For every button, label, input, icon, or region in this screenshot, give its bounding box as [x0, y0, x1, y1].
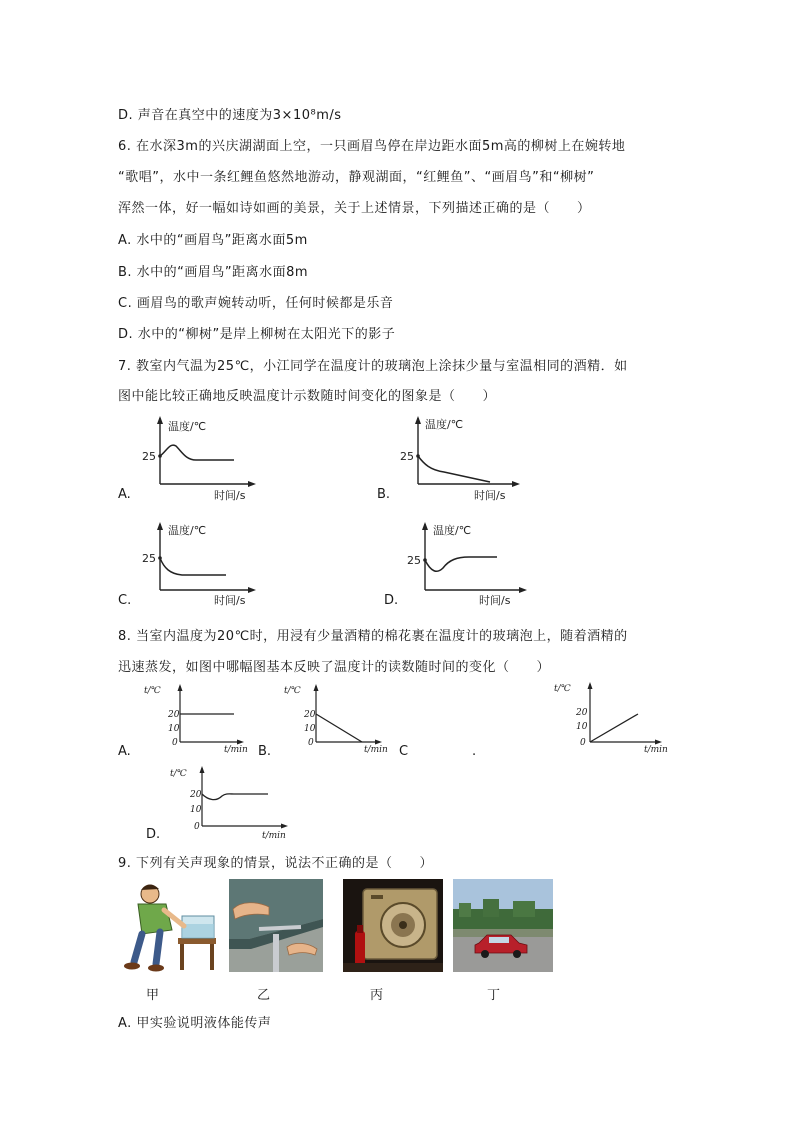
q8-graph-b — [284, 682, 400, 755]
q7c-ylabel: 温度/℃ — [168, 524, 207, 537]
q8b-xlabel: t/min — [364, 745, 388, 755]
q8a-ytick-20: 20 — [168, 710, 180, 720]
q8-option-c-dot: . — [472, 744, 477, 759]
q8c-ylabel: t/℃ — [554, 684, 571, 694]
q7-option-b-label: B. — [377, 487, 391, 502]
q8b-ytick-20: 20 — [304, 710, 316, 720]
q7d-ylabel: 温度/℃ — [433, 524, 472, 537]
q9-picture-yi — [229, 879, 323, 972]
q8-graph-c — [554, 680, 678, 755]
q9-caption-ding: 丁 — [487, 988, 501, 1003]
q8-option-b-label: B. — [258, 744, 272, 759]
q9-caption-bing: 丙 — [370, 988, 384, 1003]
q7a-xlabel: 时间/s — [214, 489, 246, 502]
q7-graph-d — [405, 520, 545, 610]
q8a-ytick-10: 10 — [168, 724, 180, 734]
q8d-xlabel: t/min — [262, 831, 286, 841]
q8b-ytick-10: 10 — [304, 724, 316, 734]
q6-option-c: C. 画眉鸟的歌声婉转动听，任何时候都是乐音 — [118, 296, 394, 311]
q9-picture-jia — [120, 880, 216, 972]
q7-option-d-label: D. — [384, 593, 399, 608]
q7-graph-a — [140, 416, 280, 506]
q8c-ytick-20: 20 — [576, 708, 588, 718]
q7-graph-c — [140, 520, 280, 610]
q8a-ylabel: t/℃ — [144, 686, 161, 696]
q8-option-c-label: C — [399, 744, 409, 759]
q7d-ytick: 25 — [407, 554, 421, 567]
q8-option-d-label: D. — [146, 827, 161, 842]
q7c-ytick: 25 — [142, 552, 156, 565]
q8b-ylabel: t/℃ — [284, 686, 301, 696]
q7-option-c-label: C. — [118, 593, 132, 608]
q9-option-a: A. 甲实验说明液体能传声 — [118, 1016, 272, 1031]
q9-caption-jia: 甲 — [146, 988, 160, 1003]
q6-option-b: B. 水中的“画眉鸟”距离水面8m — [118, 265, 309, 280]
q8a-xlabel: t/min — [224, 745, 248, 755]
q8d-ytick-10: 10 — [190, 805, 202, 815]
q7b-ylabel: 温度/℃ — [425, 418, 464, 431]
q8b-ytick-0: 0 — [308, 738, 314, 748]
q9-caption-yi: 乙 — [257, 988, 271, 1003]
q6-stem-line3: 浑然一体，好一幅如诗如画的美景，关于上述情景，下列描述正确的是（ ） — [118, 201, 591, 216]
q8c-xlabel: t/min — [644, 745, 668, 755]
q6-stem-line1: 6. 在水深3m的兴庆湖湖面上空，一只画眉鸟停在岸边距水面5m高的柳树上在婉转地 — [118, 139, 626, 154]
q8-option-a-label: A. — [118, 744, 131, 759]
q6-option-a: A. 水中的“画眉鸟”距离水面5m — [118, 233, 308, 248]
q8a-ytick-0: 0 — [172, 738, 178, 748]
q9-picture-bing — [343, 879, 443, 972]
q8-graph-d — [172, 764, 292, 840]
q7d-xlabel: 时间/s — [479, 594, 511, 607]
q9-picture-ding — [453, 879, 553, 972]
q7c-xlabel: 时间/s — [214, 594, 246, 607]
q8-stem-line2: 迅速蒸发，如图中哪幅图基本反映了温度计的读数随时间的变化（ ） — [118, 660, 551, 675]
q7-graph-b — [398, 416, 538, 506]
q7a-ylabel: 温度/℃ — [168, 420, 207, 433]
q5-option-d: D. 声音在真空中的速度为3×10⁸m/s — [118, 108, 342, 123]
q7-stem-line2: 图中能比较正确地反映温度计示数随时间变化的图象是（ ） — [118, 389, 497, 404]
q8d-ylabel: t/℃ — [170, 769, 187, 779]
q7b-xlabel: 时间/s — [474, 489, 506, 502]
q6-option-d: D. 水中的“柳树”是岸上柳树在太阳光下的影子 — [118, 327, 396, 342]
q8c-ytick-0: 0 — [580, 738, 586, 748]
q7a-ytick: 25 — [142, 450, 156, 463]
q8-stem-line1: 8. 当室内温度为20℃时，用浸有少量酒精的棉花裹在温度计的玻璃泡上，随着酒精的 — [118, 629, 628, 644]
q9-stem: 9. 下列有关声现象的情景，说法不正确的是（ ） — [118, 856, 434, 871]
q7-option-a-label: A. — [118, 487, 131, 502]
q7-stem-line1: 7. 教室内气温为25℃，小江同学在温度计的玻璃泡上涂抹少量与室温相同的酒精．如 — [118, 359, 628, 374]
q8d-ytick-20: 20 — [190, 790, 202, 800]
q7b-ytick: 25 — [400, 450, 414, 463]
q8-graph-a — [144, 682, 260, 755]
q6-stem-line2: “歌唱”，水中一条红鲤鱼悠然地游动，静观湖面，“红鲤鱼”、“画眉鸟”和“柳树” — [118, 170, 595, 185]
q8d-ytick-0: 0 — [194, 822, 200, 832]
q8c-ytick-10: 10 — [576, 722, 588, 732]
